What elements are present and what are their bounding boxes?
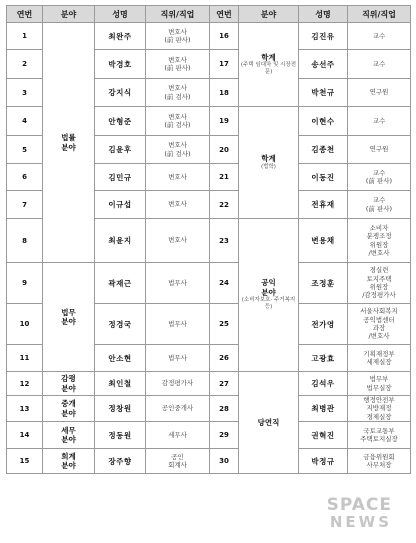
right-member-position <box>348 164 411 191</box>
watermark-logo <box>327 497 392 531</box>
category-title: 법무 <box>61 307 76 317</box>
position-line: 금융위원회 <box>363 452 395 461</box>
position-line: 경실련 <box>369 266 389 275</box>
right-member-name: 고광효 <box>299 345 348 372</box>
left-member-name: 장주향 <box>95 449 146 474</box>
right-row-number: 22 <box>210 191 239 219</box>
left-member-name: 김민규 <box>95 164 146 191</box>
right-member-position <box>348 304 411 345</box>
category-title: 법률 <box>61 133 76 143</box>
right-member-position <box>348 50 411 79</box>
left-member-name: 최완주 <box>95 23 146 50</box>
category-title: 감평 <box>61 374 76 384</box>
position-line: 분쟁조정 <box>366 232 392 241</box>
position-line: 법무사 <box>168 319 187 328</box>
right-member-name: 김종천 <box>299 136 348 164</box>
right-member-position <box>348 372 411 396</box>
position-line: (前 판사) <box>164 36 191 44</box>
left-member-position <box>146 23 210 50</box>
left-member-position <box>146 345 210 372</box>
position-line: 세제실장 <box>366 358 392 366</box>
position-line: 감정평가사 <box>161 379 194 388</box>
left-member-name: 안소현 <box>95 345 146 372</box>
left-category-cell <box>43 396 95 422</box>
left-row-number: 10 <box>7 304 43 345</box>
position-line: 변호사 <box>168 200 187 209</box>
position-line: 기획재정부 <box>363 349 395 358</box>
right-row-number: 21 <box>210 164 239 191</box>
right-row-number: 29 <box>210 422 239 449</box>
left-member-name: 정동원 <box>95 422 146 449</box>
right-row-number: 26 <box>210 345 239 372</box>
position-line: 소비자 <box>369 223 389 232</box>
right-member-position <box>348 136 411 164</box>
left-member-name: 최윤지 <box>95 219 146 263</box>
right-member-position <box>348 345 411 372</box>
right-member-name: 전가영 <box>299 304 348 345</box>
left-category-cell <box>43 372 95 396</box>
position-line: 과장 <box>372 324 386 332</box>
position-line: 위원장 <box>369 283 389 291</box>
position-line: 서울사회복지 <box>360 307 398 316</box>
position-line: 공인중개사 <box>161 404 194 413</box>
left-member-position <box>146 164 210 191</box>
right-member-name: 변용채 <box>299 219 348 263</box>
left-category-cell <box>43 263 95 372</box>
right-member-position <box>348 23 411 50</box>
table-row <box>7 263 411 304</box>
left-member-name: 강지식 <box>95 79 146 107</box>
left-row-number: 2 <box>7 50 43 79</box>
left-member-position <box>146 422 210 449</box>
right-category-cell <box>239 219 299 372</box>
left-row-number: 12 <box>7 372 43 396</box>
right-member-name: 권혁진 <box>299 422 348 449</box>
header-name: 성명 <box>95 6 146 23</box>
category-title: 분야 <box>261 287 276 297</box>
right-member-name: 전휴재 <box>299 191 348 219</box>
right-member-name: 박천규 <box>299 79 348 107</box>
position-line: 변호사 <box>168 84 187 93</box>
position-line: (前 검사) <box>164 121 191 129</box>
header-no-right: 연번 <box>210 6 239 23</box>
left-row-number: 11 <box>7 345 43 372</box>
position-line: 교수 <box>372 59 386 68</box>
position-line: 연구원 <box>369 88 389 97</box>
right-member-position <box>348 449 411 474</box>
left-row-number: 14 <box>7 422 43 449</box>
right-row-number: 30 <box>210 449 239 474</box>
right-category-cell <box>239 107 299 219</box>
position-line: /변호사 <box>368 248 390 257</box>
document-page <box>6 5 410 535</box>
left-row-number: 5 <box>7 136 43 164</box>
category-title: 분야 <box>61 435 76 445</box>
left-row-number: 9 <box>7 263 43 304</box>
category-title: 분야 <box>61 317 76 326</box>
left-member-position <box>146 372 210 396</box>
position-line: 지방재정 <box>366 404 392 413</box>
category-title: 당연직 <box>257 417 280 427</box>
right-row-number: 23 <box>210 219 239 263</box>
right-row-number: 18 <box>210 79 239 107</box>
right-member-name: 최병관 <box>299 396 348 422</box>
left-member-name: 정경국 <box>95 304 146 345</box>
category-title: 학계 <box>261 154 276 164</box>
category-subtitle: (법학) <box>261 163 276 170</box>
right-row-number: 17 <box>210 50 239 79</box>
category-title: 학계 <box>261 52 276 62</box>
right-member-position <box>348 107 411 136</box>
category-title: 분야 <box>61 461 76 471</box>
category-title: 분야 <box>61 142 76 152</box>
left-category-cell <box>43 23 95 263</box>
category-title: 회계 <box>61 451 76 461</box>
position-line: 주택토지실장 <box>360 435 398 444</box>
position-line: 위원장 <box>369 240 389 249</box>
right-row-number: 27 <box>210 372 239 396</box>
right-row-number: 19 <box>210 107 239 136</box>
right-member-position <box>348 191 411 219</box>
left-member-position <box>146 304 210 345</box>
position-line: 행정안전부 <box>363 396 395 404</box>
right-row-number: 16 <box>210 23 239 50</box>
watermark-line2: NEWS <box>329 513 392 532</box>
position-line: 사무처장 <box>366 461 392 470</box>
position-line: (前 판사) <box>365 204 393 213</box>
category-title: 공익 <box>261 278 276 288</box>
left-row-number: 7 <box>7 191 43 219</box>
position-line: (前 검사) <box>164 149 191 158</box>
category-subtitle: (주택 임대차 및 시장전문) <box>240 62 297 76</box>
left-row-number: 8 <box>7 219 43 263</box>
left-member-position <box>146 449 210 474</box>
position-line: 법무실장 <box>366 383 392 392</box>
right-member-position <box>348 396 411 422</box>
left-member-name: 정창원 <box>95 396 146 422</box>
position-line: 회계사 <box>168 461 187 470</box>
left-row-number: 3 <box>7 79 43 107</box>
left-category-cell <box>43 422 95 449</box>
left-member-position <box>146 396 210 422</box>
position-line: 연구원 <box>369 145 389 154</box>
position-line: 교수 <box>372 168 386 177</box>
left-member-position <box>146 136 210 164</box>
right-row-number: 28 <box>210 396 239 422</box>
position-line: 경제실장 <box>366 412 392 421</box>
position-line: (前 검사) <box>164 92 191 101</box>
category-title: 중개 <box>61 399 76 409</box>
position-line: 변호사 <box>168 55 187 64</box>
position-line: 세무사 <box>168 431 187 440</box>
left-member-name: 박경호 <box>95 50 146 79</box>
right-member-name: 박정규 <box>299 449 348 474</box>
position-line: /감정평가사 <box>362 291 396 300</box>
left-category-cell <box>43 449 95 474</box>
right-category-cell <box>239 23 299 107</box>
header-field: 분야 <box>43 6 95 23</box>
right-member-name: 이동진 <box>299 164 348 191</box>
right-row-number: 24 <box>210 263 239 304</box>
right-member-position <box>348 219 411 263</box>
committee-roster-table <box>6 5 411 474</box>
header-no: 연번 <box>7 6 43 23</box>
left-row-number: 15 <box>7 449 43 474</box>
left-member-position <box>146 263 210 304</box>
position-line: 교수 <box>372 116 386 125</box>
right-category-cell <box>239 372 299 474</box>
position-line: 변호사 <box>168 236 187 245</box>
left-member-position <box>146 219 210 263</box>
left-member-name: 곽재근 <box>95 263 146 304</box>
right-member-name: 김석우 <box>299 372 348 396</box>
right-member-position <box>348 263 411 304</box>
left-member-name: 이규섭 <box>95 191 146 219</box>
header-position-right: 직위/직업 <box>348 6 411 23</box>
right-row-number: 25 <box>210 304 239 345</box>
right-member-name: 김진유 <box>299 23 348 50</box>
right-row-number: 20 <box>210 136 239 164</box>
left-row-number: 6 <box>7 164 43 191</box>
header-name-right: 성명 <box>299 6 348 23</box>
left-row-number: 1 <box>7 23 43 50</box>
table-row <box>7 422 411 449</box>
position-line: (前 판사) <box>365 177 393 185</box>
category-subtitle: (소비자보호· 주거복지 등) <box>241 297 296 311</box>
position-line: 법무사 <box>168 353 187 362</box>
header-field-right: 분야 <box>239 6 299 23</box>
position-line: 국토교통부 <box>363 426 395 435</box>
right-member-position <box>348 422 411 449</box>
table-row <box>7 396 411 422</box>
position-line: 법무사 <box>168 278 187 287</box>
position-line: 공익법센터 <box>363 315 395 324</box>
position-line: 변호사 <box>168 27 187 36</box>
right-member-name: 송선주 <box>299 50 348 79</box>
left-member-name: 안형준 <box>95 107 146 136</box>
category-title: 분야 <box>61 383 76 393</box>
right-member-position <box>348 79 411 107</box>
category-title: 분야 <box>61 408 76 418</box>
position-line: 공인 <box>171 452 184 461</box>
left-member-name: 김윤후 <box>95 136 146 164</box>
left-row-number: 4 <box>7 107 43 136</box>
position-line: 법무부 <box>369 375 389 384</box>
right-member-name: 이현수 <box>299 107 348 136</box>
watermark-line1: SPACE <box>326 495 392 516</box>
table-row <box>7 372 411 396</box>
left-member-position <box>146 50 210 79</box>
position-line: 교수 <box>372 31 386 40</box>
position-line: 변호사 <box>168 172 187 181</box>
position-line: 토지주택 <box>366 274 392 283</box>
position-line: /변호사 <box>368 332 390 341</box>
left-member-position <box>146 191 210 219</box>
category-title: 세무 <box>61 425 76 435</box>
table-row <box>7 449 411 474</box>
header-position: 직위/직업 <box>146 6 210 23</box>
position-line: 변호사 <box>168 141 187 150</box>
position-line: (前 판사) <box>164 64 191 72</box>
right-member-name: 조정훈 <box>299 263 348 304</box>
left-row-number: 13 <box>7 396 43 422</box>
left-member-position <box>146 79 210 107</box>
position-line: 변호사 <box>168 112 187 121</box>
left-member-name: 최인철 <box>95 372 146 396</box>
left-member-position <box>146 107 210 136</box>
table-row <box>7 23 411 50</box>
position-line: 교수 <box>372 196 386 205</box>
header-row <box>7 6 411 23</box>
